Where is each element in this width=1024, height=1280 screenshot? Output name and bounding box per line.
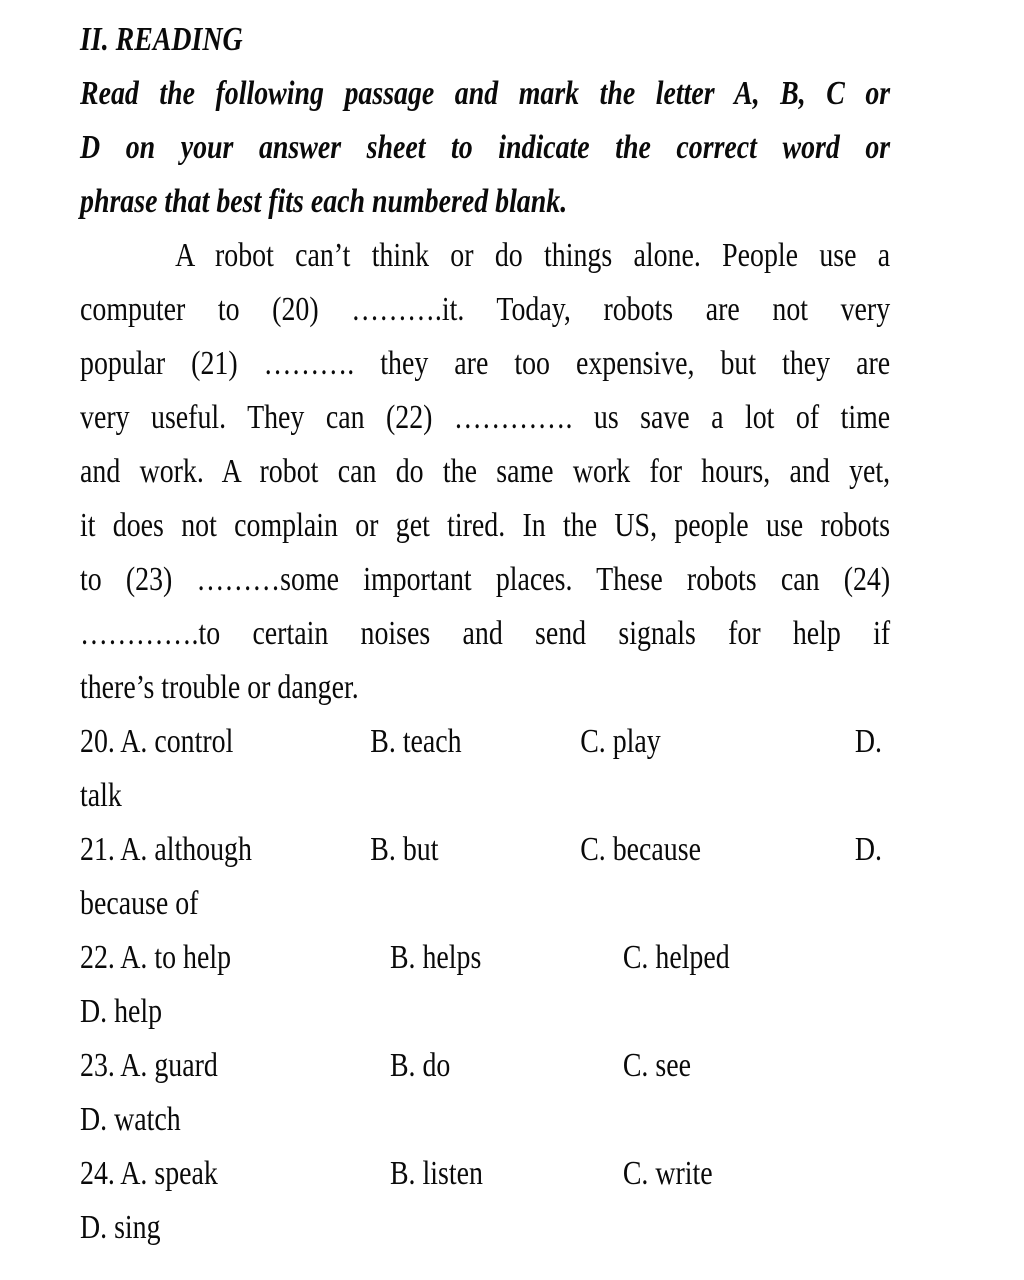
passage-line: ………….to certain noises and send signals for help if (80, 615, 891, 652)
question-23 (80, 1039, 890, 1147)
question-24-option-a: 24. A. speak (80, 1155, 218, 1192)
question-24 (80, 1147, 890, 1255)
question-23-option-b: B. do (389, 1047, 451, 1084)
question-22 (80, 931, 890, 1039)
passage-line: very useful. They can (22) …………. us save a lot of time (80, 399, 891, 436)
question-20-option-c: C. play (580, 723, 661, 760)
text-block (80, 13, 890, 1255)
question-23-option-d: D. watch (80, 1101, 181, 1138)
passage-line: it does not complain or get tired. In the US, people use robots (80, 507, 891, 544)
question-21-option-a: 21. A. although (80, 831, 252, 868)
question-22-option-d: D. help (80, 993, 163, 1030)
question-22-options-line (80, 931, 890, 985)
question-22-option-c: C. helped (622, 939, 730, 976)
passage-line: computer to (20) ……….it. Today, robots are not very (80, 291, 891, 328)
question-21 (80, 823, 890, 931)
passage-line: and work. A robot can do the same work for hours, and yet, (80, 453, 891, 490)
question-20-option-a: 20. A. control (80, 723, 234, 760)
question-20-options-line (80, 715, 890, 769)
passage-line: A robot can’t think or do things alone. People use a (175, 237, 891, 274)
question-24-option-c: C. write (622, 1155, 713, 1192)
question-21-option-c: C. because (580, 831, 701, 868)
instruction-line: phrase that best fits each numbered blank. (80, 183, 568, 220)
question-23-option-c: C. see (622, 1047, 691, 1084)
question-24-option-d: D. sing (80, 1209, 161, 1246)
passage-line: there’s trouble or danger. (80, 669, 359, 706)
question-24-option-b: B. listen (389, 1155, 483, 1192)
instruction-line: Read the following passage and mark the letter A, B, C or (80, 75, 891, 112)
question-20-option-d-label: D. (854, 723, 883, 760)
question-23-option-a: 23. A. guard (80, 1047, 218, 1084)
question-24-options-line (80, 1147, 890, 1201)
question-21-option-b: B. but (370, 831, 439, 868)
question-20 (80, 715, 890, 823)
section-title: II. READING (80, 21, 243, 58)
question-21-options-line (80, 823, 890, 877)
question-22-option-a: 22. A. to help (80, 939, 232, 976)
question-21-option-d-wrap: because of (80, 885, 199, 922)
question-21-option-d-label: D. (854, 831, 883, 868)
question-20-option-b: B. teach (370, 723, 462, 760)
passage-line: popular (21) ………. they are too expensive, but they are (80, 345, 891, 382)
instruction-line: D on your answer sheet to indicate the correct word or (80, 129, 891, 166)
question-20-option-d-wrap: talk (80, 777, 122, 814)
passage-line: to (23) ………some important places. These robots can (24) (80, 561, 891, 598)
question-23-options-line (80, 1039, 890, 1093)
question-22-option-b: B. helps (389, 939, 482, 976)
